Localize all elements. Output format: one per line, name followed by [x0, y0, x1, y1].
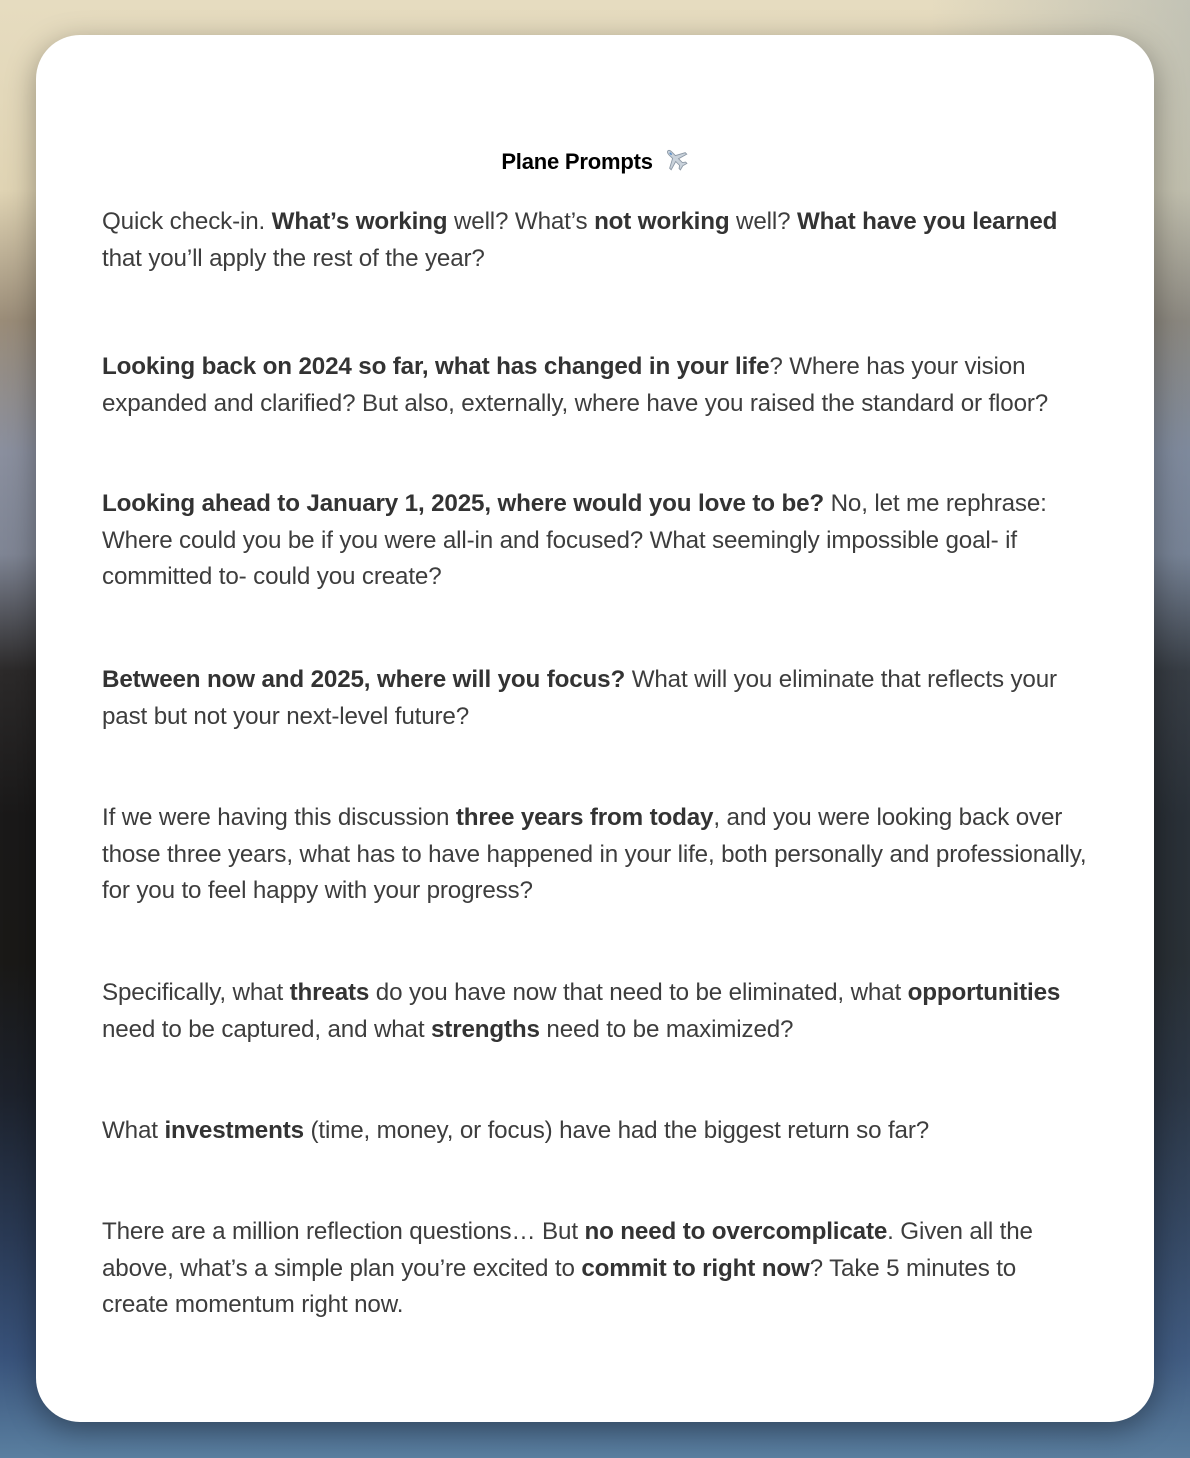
body-text: well?: [729, 208, 797, 235]
emphasis-text: not working: [594, 208, 730, 235]
body-text: do you have now that need to be eliminated, what: [369, 979, 908, 1006]
body-text: ? Where has your vision expanded and clarified? But also, externally, where have you raised the standard or floor?: [102, 353, 1049, 417]
body-text: that you’ll apply the rest of the year?: [102, 244, 485, 272]
prompt-paragraph: [102, 800, 1088, 910]
prompt-paragraph: [102, 486, 1088, 596]
emphasis-text: no need to overcomplicate: [584, 1218, 888, 1245]
emphasis-text: What have you learned: [796, 208, 1058, 235]
emphasis-text: commit to right now: [581, 1254, 810, 1282]
prompt-paragraph: [102, 975, 1088, 1048]
airplane-icon: [663, 146, 689, 178]
body-text: Specifically, what: [102, 979, 290, 1006]
body-text: There are a million reflection questions… But: [102, 1218, 585, 1245]
emphasis-text: Between now and 2025, where will you focus?: [102, 666, 626, 693]
document-title-text: Plane Prompts: [501, 149, 653, 174]
body-text: . Given all the above, what’s a simple plan you’re excited to: [102, 1218, 1033, 1282]
body-text: What will you eliminate that reflects your past but not your next-level future?: [102, 666, 1057, 730]
emphasis-text: opportunities: [907, 979, 1061, 1006]
document-card: [36, 35, 1154, 1422]
document-title: [36, 146, 1154, 178]
emphasis-text: three years from today: [455, 804, 714, 831]
body-text: need to be maximized?: [539, 1015, 794, 1043]
body-text: Quick check-in.: [102, 208, 272, 235]
emphasis-text: Looking back on 2024 so far, what has changed in your life: [102, 353, 770, 380]
body-text: well? What’s: [447, 208, 595, 235]
body-text: No, let me rephrase: Where could you be if you were all-in and focused? What seemingly impossible goal- if committed to- could you create?: [102, 490, 1047, 590]
prompt-paragraph: [102, 662, 1088, 735]
body-text: ? Take 5 minutes to create momentum right now.: [102, 1254, 1017, 1318]
emphasis-text: Looking ahead to January 1, 2025, where would you love to be?: [102, 490, 825, 517]
prompt-paragraph: [102, 349, 1088, 422]
body-text: (time, money, or focus) have had the biggest return so far?: [303, 1117, 930, 1144]
prompt-paragraph: [102, 1214, 1088, 1324]
body-text: , and you were looking back over those three years, what has to have happened in your life, both personally and professionally, for you to feel happy with your progress?: [102, 804, 1087, 904]
emphasis-text: investments: [164, 1117, 304, 1144]
body-text: What: [102, 1117, 165, 1144]
body-text: need to be captured, and what: [102, 1015, 431, 1043]
emphasis-text: strengths: [431, 1015, 540, 1043]
prompt-paragraph: [102, 1113, 1088, 1150]
prompt-paragraph: [102, 204, 1088, 277]
emphasis-text: threats: [289, 979, 370, 1006]
body-text: If we were having this discussion: [102, 804, 456, 831]
emphasis-text: What’s working: [271, 208, 448, 235]
